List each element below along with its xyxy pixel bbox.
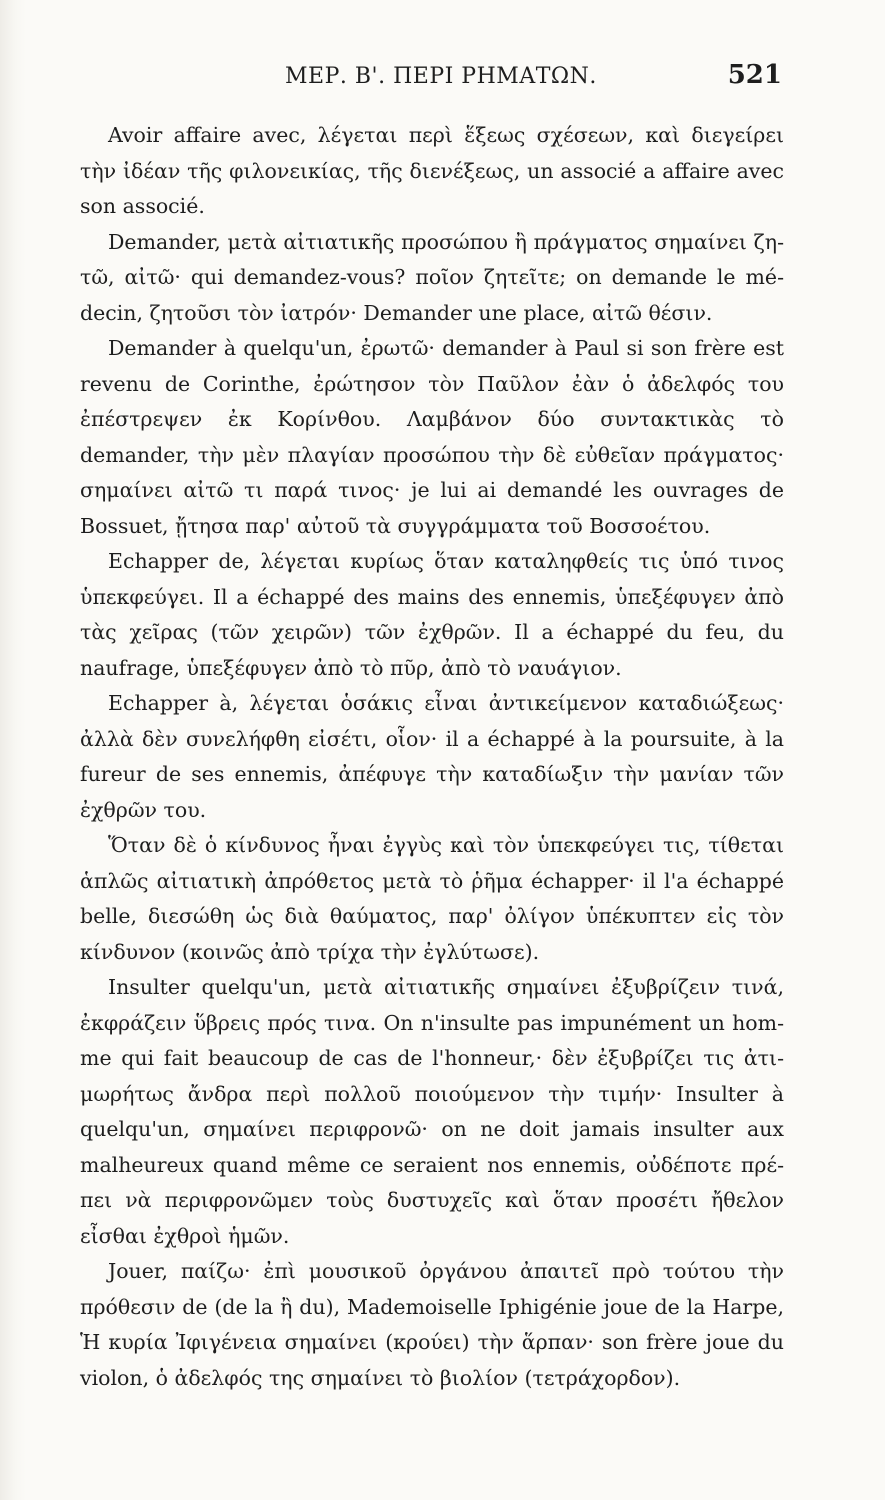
paragraph-avoir-affaire: Avoir affaire avec, λέγεται περὶ ἕξεως σχέσεων, καὶ διεγείρει τὴν ἰδέαν τῆς φιλονεικίας, τῆς διενέξεως, un associé a affaire avec son associé.	[80, 123, 784, 218]
paragraph-demander: Demander, μετὰ αἰτιατικῆς προσώπου ἢ πράγματος σημαίνει ζητῶ, αἰτῶ· qui demandez-vous? ποῖον ζητεῖτε; on demande le médecin, ζητοῦσι τὸν ἰατρόν· Demander une place, αἰτῶ θέσιν.	[80, 229, 784, 325]
paragraph-demander-a: Demander à quelqu'un, ἐρωτῶ· demander à Paul si son frère est revenu de Corinthe, ἐρώτησον τὸν Παῦλον ἐὰν ὁ ἀδελφός του ἐπέστρεψεν ἐκ Κορίνθου. Λαμβάνον δύο συντακτικὰς τὸ demander, τὴν μὲν πλαγίαν προσώπου τὴν δὲ εὐθεῖαν πράγματος· σημαίνει αἰτῶ τι παρά τινος· je lui ai demandé les ouvrages de Bossuet, ᾔτησα παρ' αὐτοῦ τὰ συγγράμματα τοῦ Βοσσοέτου.	[80, 336, 784, 538]
running-head: ΜΕΡ. Β'. ΠΕΡΙ ΡΗΜΑΤΩΝ.	[285, 64, 597, 89]
paragraph-insulter: Insulter quelqu'un, μετὰ αἰτιατικῆς σημαίνει ἐξυβρίζειν τινά, ἐκφράζειν ὕβρεις πρός τινα. On n'insulte pas impunément un homme qui fait beaucoup de cas de l'honneur,· δὲν ἐξυβρίζει τις ἀτιμωρήτως ἄνδρα περὶ πολλοῦ ποιούμενον τὴν τιμήν· Insulter à quelqu'un, σημαίνει περιφρονῶ· on ne doit jamais insulter aux malheureux quand même ce seraient nos ennemis, οὐδέποτε πρέπει νὰ περιφρονῶμεν τοὺς δυστυχεῖς καὶ ὅταν προσέτι ἤθελον εἶσθαι ἐχθροὶ ἡμῶν.	[80, 975, 784, 1248]
page-header	[80, 58, 780, 98]
paragraph-danger: Ὅταν δὲ ὁ κίνδυνος ἦναι ἐγγὺς καὶ τὸν ὑπεκφεύγει τις, τίθεται ἁπλῶς αἰτιατικὴ ἀπρόθετος μετὰ τὸ ῥῆμα échapper· il l'a échappé belle, διεσώθη ὡς διὰ θαύματος, παρ' ὀλίγον ὑπέκυπτεν εἰς τὸν κίνδυνον (κοινῶς ἀπὸ τρίχα τὴν ἐγλύτωσε).	[80, 833, 784, 964]
page-body	[80, 118, 784, 1396]
paragraph-echapper-de: Echapper de, λέγεται κυρίως ὅταν καταληφθείς τις ὑπό τινος ὑπεκφεύγει. Il a échappé des mains des ennemis, ὑπεξέφυγεν ἀπὸ τὰς χεῖρας (τῶν χειρῶν) τῶν ἐχθρῶν. Il a échappé du feu, du naufrage, ὑπεξέφυγεν ἀπὸ τὸ πῦρ, ἀπὸ τὸ ναυάγιον.	[80, 549, 784, 680]
page-number: 521	[727, 60, 782, 90]
page-gutter-shadow	[0, 0, 26, 1500]
paragraph-echapper-a: Echapper à, λέγεται ὁσάκις εἶναι ἀντικείμενον καταδιώξεως· ἀλλὰ δὲν συνελήφθη εἰσέτι, οἷον· il a échappé à la poursuite, à la fureur de ses ennemis, ἀπέφυγε τὴν καταδίωξιν τὴν μανίαν τῶν ἐχθρῶν του.	[80, 691, 784, 822]
paragraph-jouer: Jouer, παίζω· ἐπὶ μουσικοῦ ὀργάνου ἀπαιτεῖ πρὸ τούτου τὴν πρόθεσιν de (de la ἢ du), Mademoiselle Iphigénie joue de la Harpe, Ἡ κυρία Ἰφιγένεια σημαίνει (κρούει) τὴν ἅρπαν· son frère joue du violon, ὁ ἀδελφός της σημαίνει τὸ βιολίον (τετράχορδον).	[80, 1259, 784, 1390]
